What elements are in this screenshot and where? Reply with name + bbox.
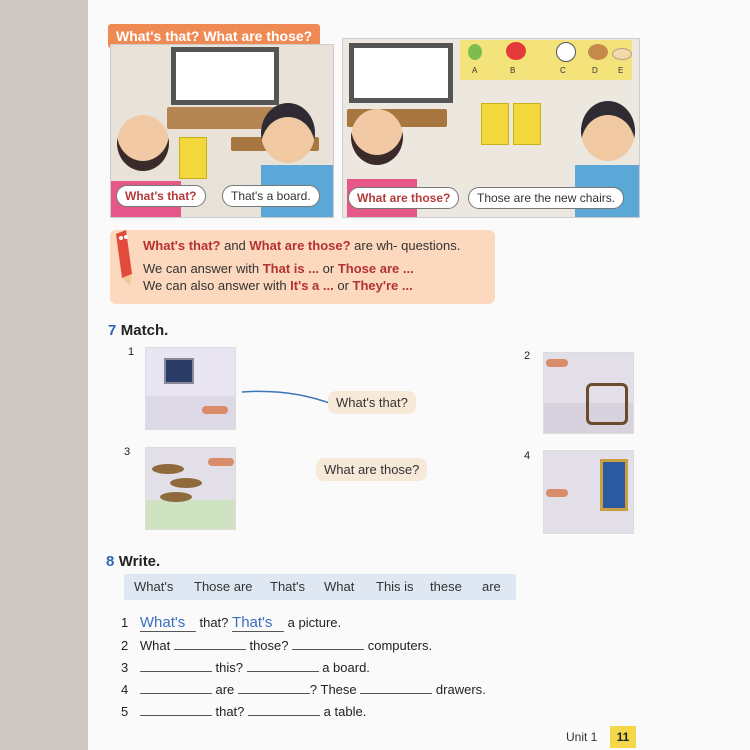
write-blank-1a[interactable]: What's [140,614,196,632]
match-option-whats-that[interactable]: What's that? [328,391,416,414]
page-number: 11 [610,726,636,748]
word-bank-item: This is [376,579,414,594]
section-8-heading: 8 Write. [106,553,161,570]
match-connecting-line [240,386,334,410]
balloon-icon [506,42,526,60]
write-blank-2a[interactable] [174,637,246,650]
write-blank-5b[interactable] [248,703,320,716]
pointing-hand-icon [546,489,568,497]
classroom-board [171,47,279,105]
pencil-icon [112,228,136,288]
scene1-question-bubble: What's that? [116,185,206,207]
yellow-chair [179,137,207,179]
table-icon [160,492,192,502]
word-bank-item: Those are [194,579,253,594]
match-item-2-number: 2 [524,350,531,362]
unit-label: Unit 1 [566,730,598,744]
pointing-hand-icon [546,359,568,367]
match-item-1-computer-photo [145,347,236,430]
table-icon [170,478,202,488]
pointing-hand-icon [202,406,228,414]
girl-character [351,109,403,165]
strip-letter-d: D [592,66,598,75]
grammar-line-2: We can answer with That is ... or Those are ... [143,261,414,276]
boy-character [261,103,315,163]
write-line-1: 1 What's that? That's a picture. [121,614,342,631]
wall-chart-icon [600,459,628,511]
teddy-bear-icon [588,44,608,60]
write-blank-4c[interactable] [360,681,432,694]
word-bank-item: these [430,579,462,594]
write-blank-4a[interactable] [140,681,212,694]
write-blank-2b[interactable] [292,637,364,650]
teacher-desk [167,107,277,129]
write-line-2: 2 What those? computers. [121,638,433,653]
word-bank-item: What's [134,579,174,594]
write-blank-3a[interactable] [140,659,212,672]
match-item-3-number: 3 [124,446,131,458]
write-line-5: 5 that? a table. [121,704,367,719]
write-blank-1b[interactable]: That's [232,614,284,632]
scene2-answer-bubble: Those are the new chairs. [468,187,624,209]
grammar-note-box [110,230,495,304]
apple-icon [468,44,482,60]
strip-letter-b: B [510,66,516,75]
scene1-answer-bubble: That's a board. [222,185,320,207]
write-blank-3b[interactable] [247,659,319,672]
match-item-4-board-photo [543,450,634,534]
girl-character [117,115,169,171]
word-bank-item: What [324,579,355,594]
yellow-chair-2 [513,103,541,145]
egg-icon [612,48,632,60]
match-item-4-number: 4 [524,450,531,462]
word-bank-item: are [482,579,501,594]
word-bank-item: That's [270,579,305,594]
write-line-3: 3 this? a board. [121,660,370,675]
computer-icon [164,358,194,384]
yellow-chair-1 [481,103,509,145]
strip-letter-c: C [560,66,566,75]
word-bank [124,574,516,600]
grammar-line-3: We can also answer with It's a ... or They're ... [143,278,413,293]
lesson-title: What's that? What are those? [108,24,320,48]
picture-strip [460,40,632,80]
write-blank-4b[interactable] [238,681,310,694]
strip-letter-a: A [472,66,478,75]
classroom-board [349,43,453,103]
write-line-4: 4 are ? These drawers. [121,682,486,697]
grammar-line-1: What's that? and What are those? are wh- questions. [143,238,461,253]
pointing-hand-icon [208,458,234,466]
match-item-1-number: 1 [128,346,135,358]
scene2-question-bubble: What are those? [348,187,459,209]
write-blank-5a[interactable] [140,703,212,716]
chairs-icon [586,383,628,425]
table-icon [152,464,184,474]
match-item-3-tables-photo [145,447,236,530]
clock-icon [556,42,576,62]
strip-letter-e: E [618,66,624,75]
section-7-heading: 7 Match. [108,322,169,339]
boy-character [581,101,635,161]
match-item-2-chairs-photo [543,352,634,434]
match-option-what-are-those[interactable]: What are those? [316,458,427,481]
